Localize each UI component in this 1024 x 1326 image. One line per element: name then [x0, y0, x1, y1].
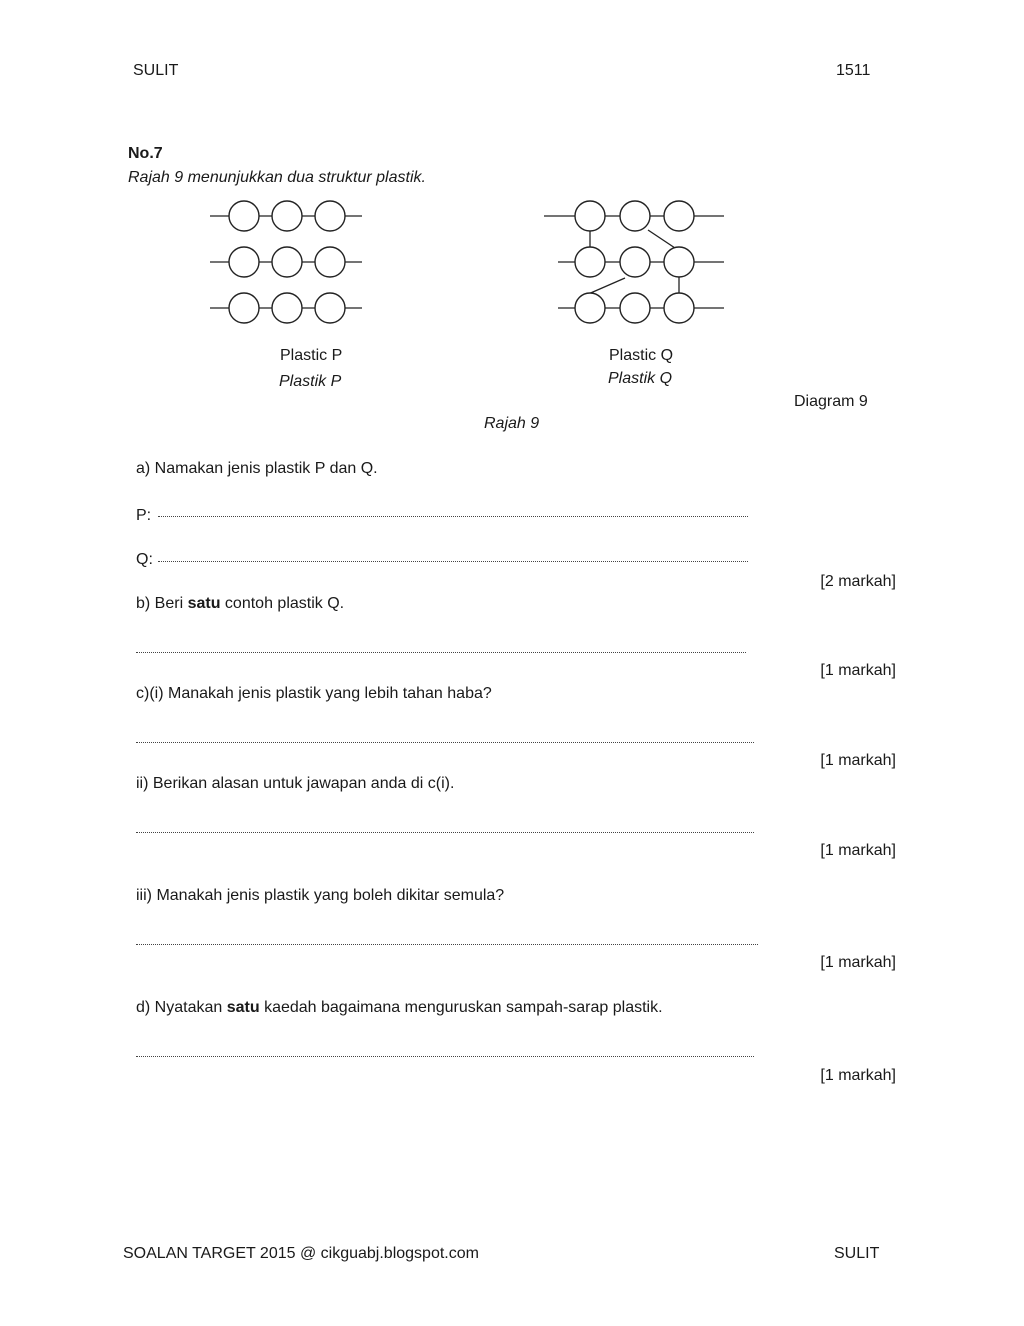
- question-a: a) Namakan jenis plastik P dan Q.: [136, 460, 378, 477]
- question-b-bold: satu: [187, 595, 221, 612]
- question-intro: Rajah 9 menunjukkan dua struktur plastik.: [128, 169, 426, 186]
- plastic-p-label: Plastic P: [280, 347, 343, 364]
- plastic-p-chain-3: [210, 293, 362, 323]
- header-right: 1511: [836, 62, 871, 79]
- marks-ciii: [1 markah]: [820, 954, 896, 971]
- marks-d: [1 markah]: [820, 1067, 896, 1084]
- answer-cii-line[interactable]: [136, 832, 754, 833]
- answer-q-label: Q:: [136, 551, 153, 568]
- diagram-caption-ms: Rajah 9: [484, 415, 540, 432]
- answer-ci-line[interactable]: [136, 742, 754, 743]
- plastic-p-diagram: [210, 200, 370, 330]
- plastic-q-diagram: [540, 200, 730, 330]
- question-b-post: contoh plastik Q.: [220, 595, 345, 612]
- marks-cii: [1 markah]: [820, 842, 896, 859]
- marks-b: [1 markah]: [820, 662, 896, 679]
- question-ci: c)(i) Manakah jenis plastik yang lebih tahan haba?: [136, 685, 492, 702]
- question-b-pre: b) Beri: [136, 595, 188, 612]
- diagram-caption-en: Diagram 9: [794, 393, 868, 410]
- footer-right: SULIT: [834, 1245, 880, 1262]
- plastic-q-chain-1: [544, 201, 724, 231]
- question-number: No.7: [128, 145, 163, 162]
- header-left: SULIT: [133, 62, 179, 79]
- question-d-pre: d) Nyatakan: [136, 999, 227, 1016]
- answer-q-line[interactable]: [158, 561, 748, 562]
- plastic-q-chain-3: [558, 293, 724, 323]
- plastic-p-chain-2: [210, 247, 362, 277]
- answer-b-line[interactable]: [136, 652, 746, 653]
- footer-left: SOALAN TARGET 2015 @ cikguabj.blogspot.com: [123, 1245, 479, 1262]
- plastic-p-chain-1: [210, 201, 362, 231]
- answer-ciii-line[interactable]: [136, 944, 758, 945]
- question-cii: ii) Berikan alasan untuk jawapan anda di c(i).: [136, 775, 455, 792]
- question-d-bold: satu: [226, 999, 260, 1016]
- question-d-post: kaedah bagaimana menguruskan sampah-sarap plastik.: [259, 999, 663, 1016]
- question-d: [136, 999, 663, 1017]
- answer-p-line[interactable]: [158, 516, 748, 517]
- question-b: [136, 595, 344, 613]
- plastic-q-chain-2: [558, 247, 724, 277]
- plastic-q-label-ms: Plastik Q: [608, 370, 673, 387]
- question-ciii: iii) Manakah jenis plastik yang boleh dikitar semula?: [136, 887, 505, 904]
- marks-a: [2 markah]: [820, 573, 896, 590]
- marks-ci: [1 markah]: [820, 752, 896, 769]
- plastic-p-label-ms: Plastik P: [279, 373, 342, 390]
- answer-d-line[interactable]: [136, 1056, 754, 1057]
- plastic-q-label: Plastic Q: [609, 347, 674, 364]
- answer-p-label: P:: [136, 507, 152, 524]
